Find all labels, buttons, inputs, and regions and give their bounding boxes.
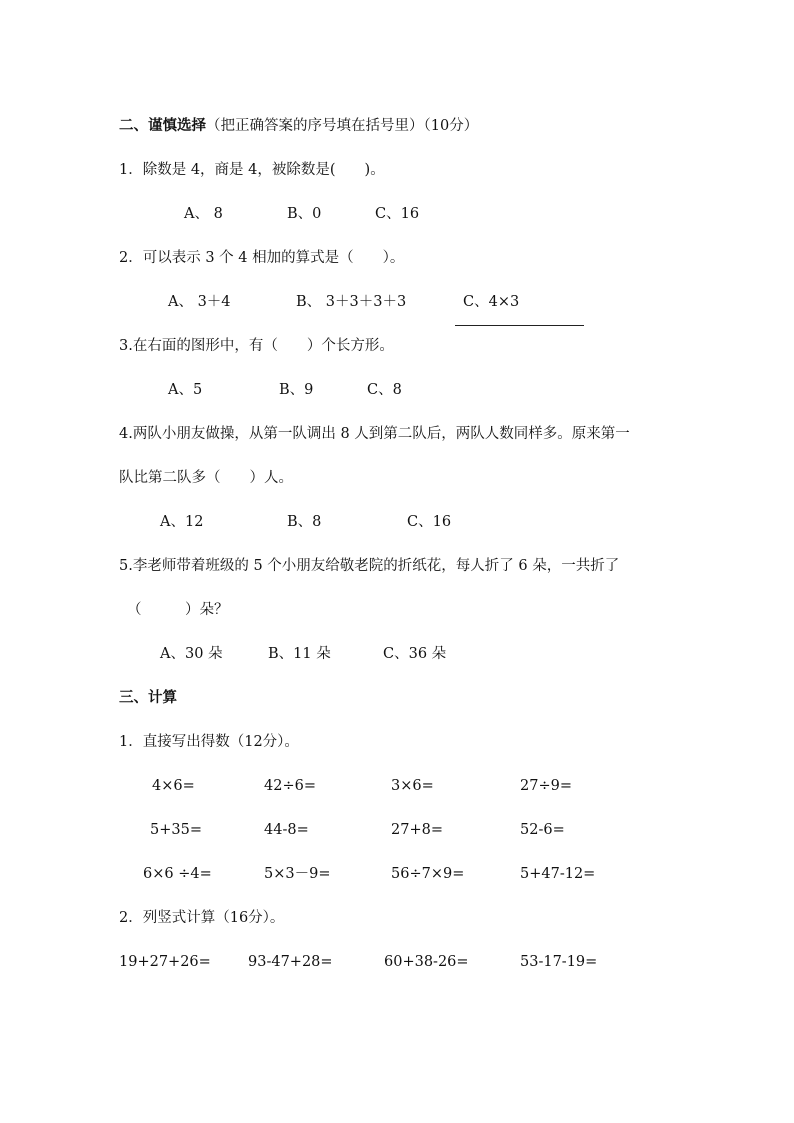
q3-option-c: C、8 bbox=[367, 382, 402, 398]
question-2: 2．可以表示 3 个 4 相加的算式是（ ）。 bbox=[119, 250, 405, 266]
column-calc-item: 93-47+28= bbox=[248, 954, 333, 970]
calc-item: 5×3－9= bbox=[264, 866, 331, 882]
q3-option-b: B、9 bbox=[279, 382, 314, 398]
column-calc-item: 53-17-19= bbox=[520, 954, 598, 970]
q1-option-a: A、 8 bbox=[184, 206, 223, 222]
calc-item: 27÷9= bbox=[520, 778, 572, 794]
question-4-line-2: 队比第二队多（ ）人。 bbox=[119, 470, 293, 486]
q2-option-b: B、 3＋3＋3＋3 bbox=[296, 294, 407, 310]
calc-item: 56÷7×9= bbox=[391, 866, 465, 882]
q5-option-a: A、30 朵 bbox=[160, 646, 223, 662]
calc-item: 44-8= bbox=[264, 822, 309, 838]
q1-option-c: C、16 bbox=[375, 206, 420, 222]
calc-item: 3×6= bbox=[391, 778, 434, 794]
q1-option-b: B、0 bbox=[287, 206, 322, 222]
column-calc-item: 60+38-26= bbox=[384, 954, 469, 970]
question-1: 1．除数是 4，商是 4，被除数是( )。 bbox=[119, 162, 385, 178]
q4-option-c: C、16 bbox=[407, 514, 452, 530]
q3-option-a: A、5 bbox=[168, 382, 203, 398]
question-5-line-2: （ ）朵？ bbox=[127, 602, 229, 618]
calc-item: 5+35= bbox=[150, 822, 202, 838]
q2-option-c: C、4×3 bbox=[463, 294, 520, 310]
q4-option-a: A、12 bbox=[160, 514, 204, 530]
calc-item: 52-6= bbox=[520, 822, 565, 838]
q5-option-c: C、36 朵 bbox=[383, 646, 447, 662]
calc-item: 42÷6= bbox=[264, 778, 316, 794]
question-5-line-1: 5.李老师带着班级的 5 个小朋友给敬老院的折纸花，每人折了 6 朵，一共折了 bbox=[119, 558, 620, 574]
column-calc-item: 19+27+26= bbox=[119, 954, 211, 970]
calc-item: 4×6= bbox=[152, 778, 195, 794]
calc-item: 27+8= bbox=[391, 822, 443, 838]
part-2-title: 2．列竖式计算（16分）。 bbox=[119, 910, 285, 926]
part-1-title: 1．直接写出得数（12分）。 bbox=[119, 734, 299, 750]
calc-item: 6×6 ÷4= bbox=[143, 866, 212, 882]
question-3: 3.在右面的图形中，有（ ）个长方形。 bbox=[119, 338, 394, 354]
question-4-line-1: 4.两队小朋友做操，从第一队调出 8 人到第二队后，两队人数同样多。原来第一 bbox=[119, 426, 630, 442]
figure-line bbox=[455, 325, 584, 326]
q2-option-a: A、 3＋4 bbox=[168, 294, 231, 310]
section-2-heading bbox=[119, 116, 478, 136]
q4-option-b: B、8 bbox=[287, 514, 322, 530]
section-2-note: （把正确答案的序号填在括号里）（10分） bbox=[206, 118, 479, 134]
section-3-title: 三、计算 bbox=[119, 689, 177, 706]
calc-item: 5+47-12= bbox=[520, 866, 596, 882]
q5-option-b: B、11 朵 bbox=[268, 646, 331, 662]
section-2-title: 二、谨慎选择 bbox=[119, 117, 206, 134]
